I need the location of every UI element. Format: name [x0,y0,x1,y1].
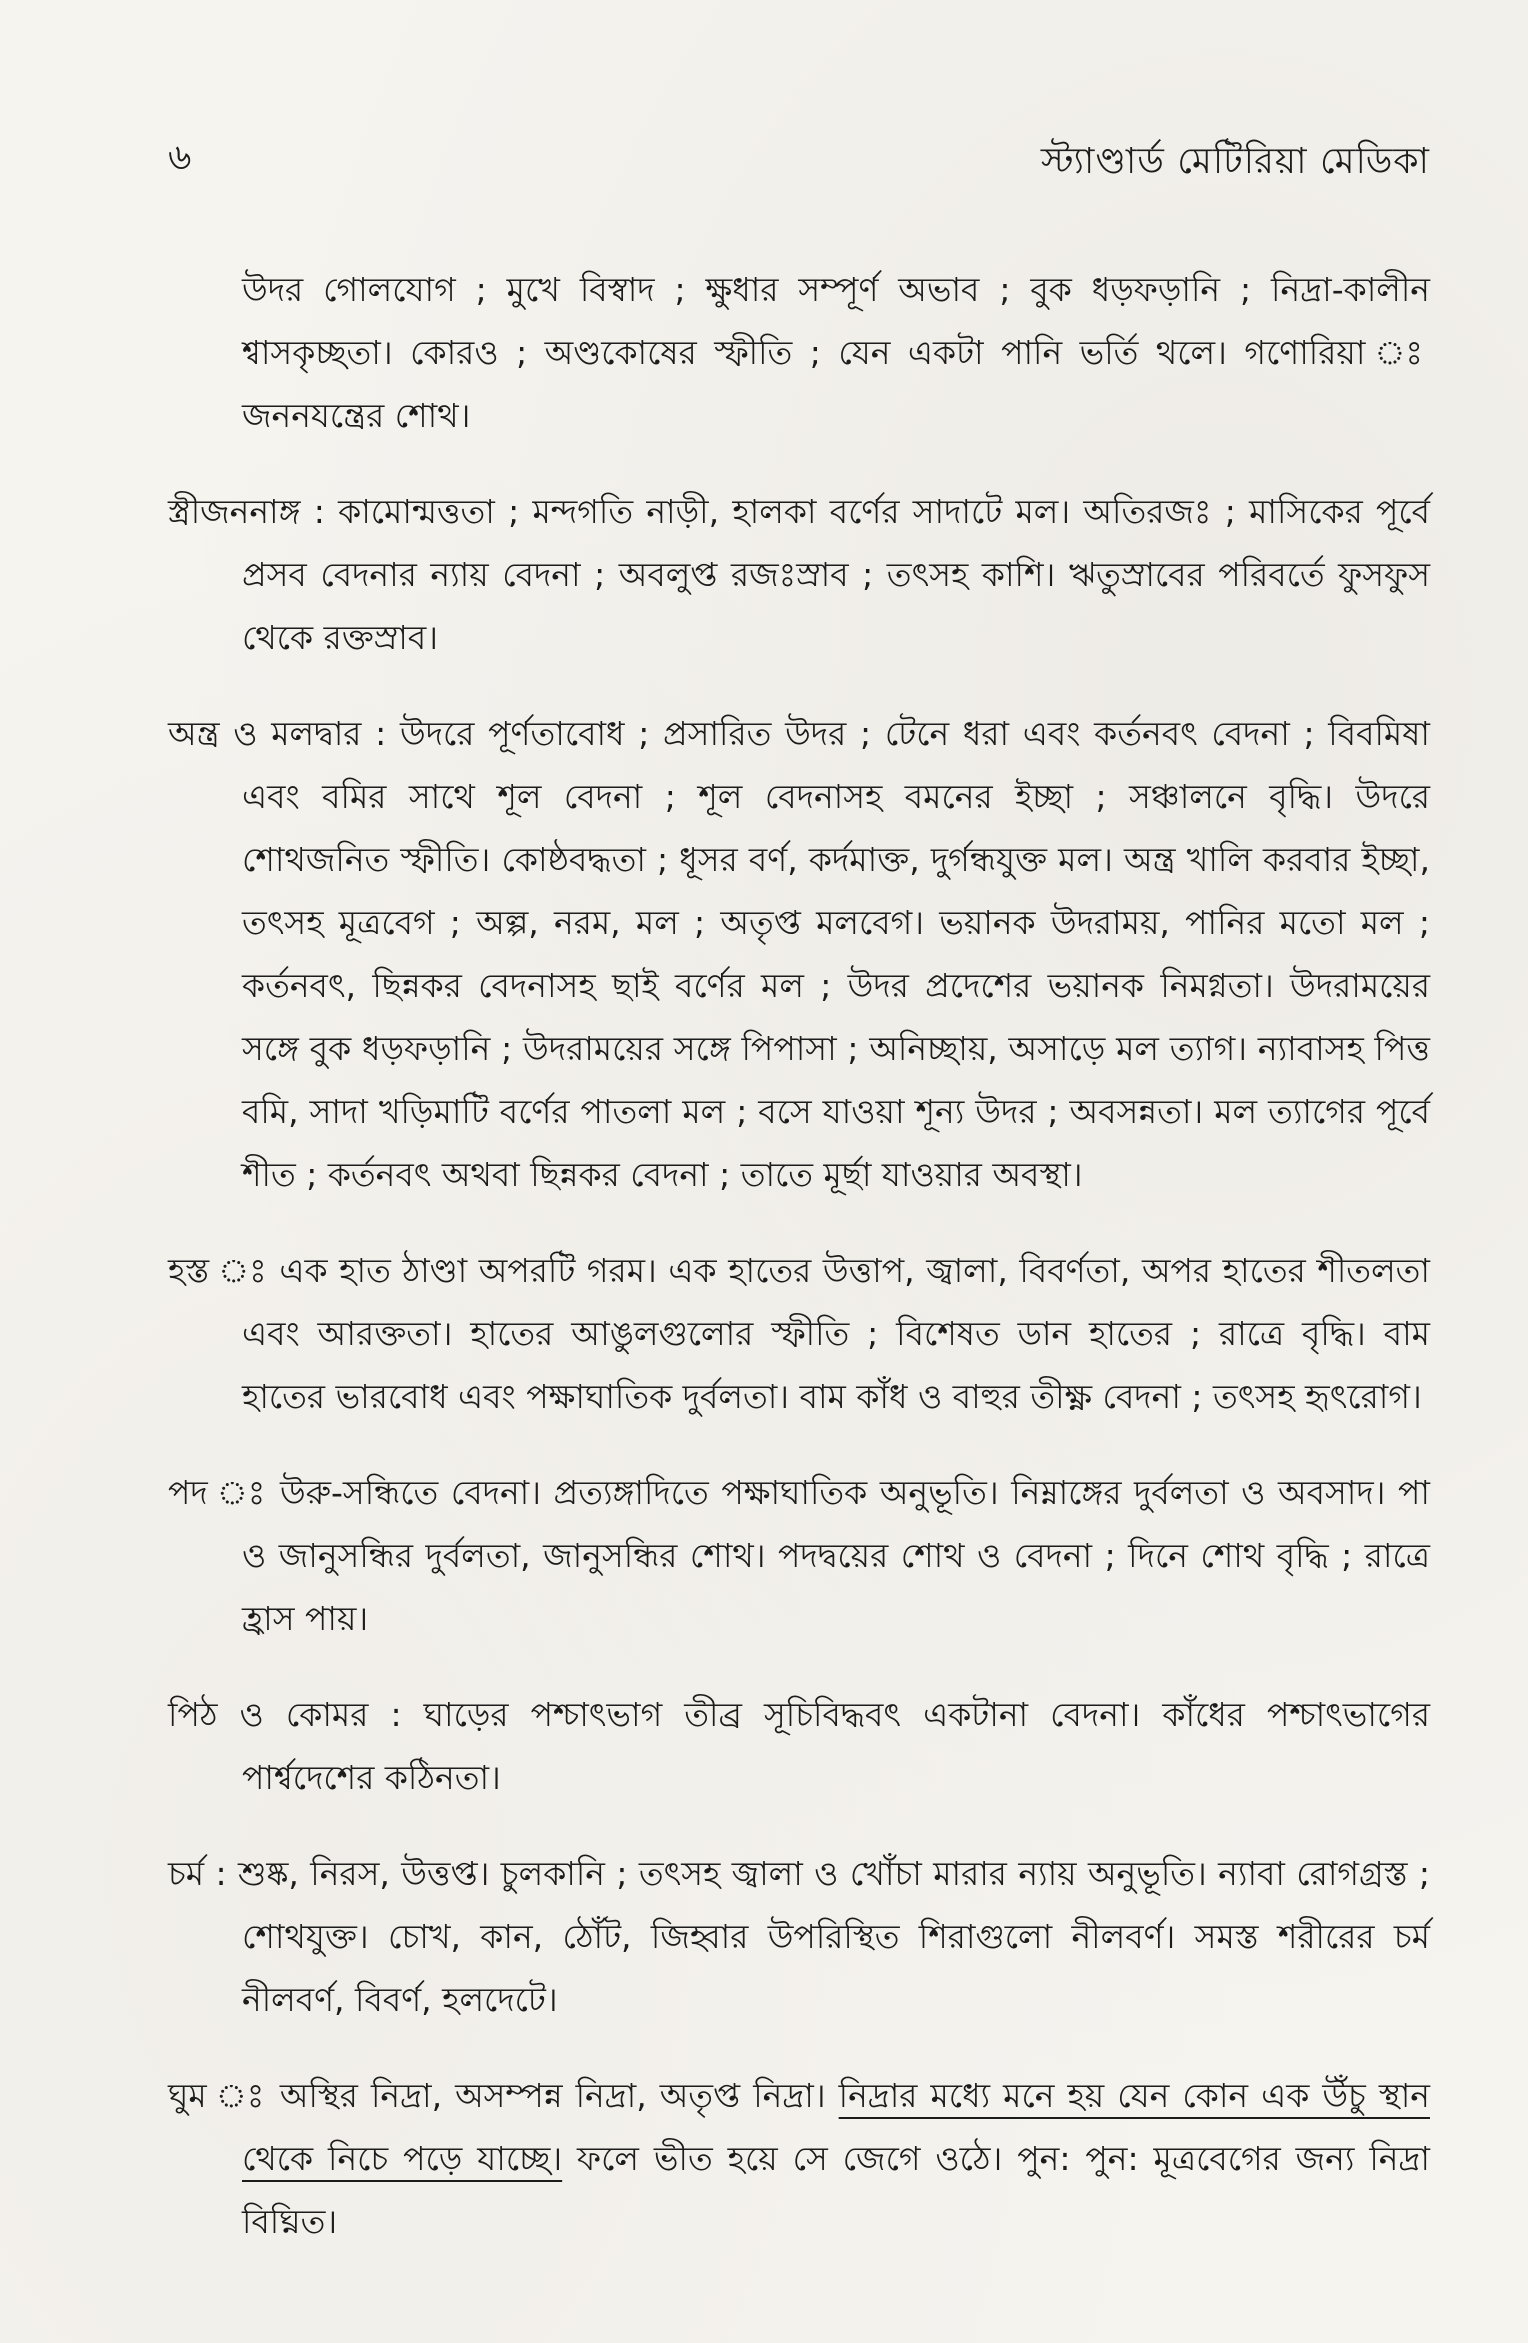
section-text: উরু-সন্ধিতে বেদনা। প্রত্যঙ্গাদিতে পক্ষাঘাতিক অনুভূতি। নিম্নাঙ্গের দুর্বলতা ও অবসাদ। পা ও জানুসন্ধির দুর্বলতা, জানুসন্ধির শোথ। পদদ্বয়ের শোথ ও বেদনা ; দিনে শোথ বৃদ্ধি ; রাত্রে হ্রাস পায়। [242,1473,1430,1638]
section-text: উদরে পূর্ণতাবোধ ; প্রসারিত উদর ; টেনে ধরা এবং কর্তনবৎ বেদনা ; বিবমিষা এবং বমির সাথে শূল বেদনা ; শূল বেদনাসহ বমনের ইচ্ছা ; সঞ্চালনে বৃদ্ধি। উদরে শোথজনিত স্ফীতি। কোষ্ঠবদ্ধতা ; ধূসর বর্ণ, কর্দমাক্ত, দুর্গন্ধযুক্ত মল। অন্ত্র খালি করবার ইচ্ছা, তৎসহ মূত্রবেগ ; অল্প, নরম, মল ; অতৃপ্ত মলবেগ। ভয়ানক উদরাময়, পানির মতো মল ; কর্তনবৎ, ছিন্নকর বেদনাসহ ছাই বর্ণের মল ; উদর প্রদেশের ভয়ানক নিমগ্নতা। উদরাময়ের সঙ্গে বুক ধড়ফড়ানি ; উদরাময়ের সঙ্গে পিপাসা ; অনিচ্ছায়, অসাড়ে মল ত্যাগ। ন্যাবাসহ পিত্ত বমি, সাদা খড়িমাটি বর্ণের পাতলা মল ; বসে যাওয়া শূন্য উদর ; অবসন্নতা। মল ত্যাগের পূর্বে শীত ; কর্তনবৎ অথবা ছিন্নকর বেদনা ; তাতে মূর্ছা যাওয়ার অবস্থা। [242,714,1430,1194]
section-heading: অন্ত্র ও মলদ্বার : [168,714,387,753]
running-title: স্ট্যাণ্ডার্ড মেটিরিয়া মেডিকা [1040,141,1430,182]
section-skin [168,1842,1430,2031]
section-sleep [168,2064,1430,2253]
section-legs [168,1461,1430,1650]
section-intestine-rectum [168,702,1430,1206]
section-continuation [168,258,1430,447]
section-text: কামোন্মত্ততা ; মন্দগতি নাড়ী, হালকা বর্ণের সাদাটে মল। অতিরজঃ ; মাসিকের পূর্বে প্রসব বেদনার ন্যায় বেদনা ; অবলুপ্ত রজঃস্রাব ; তৎসহ কাশি। ঋতুস্রাবের পরিবর্তে ফুসফুস থেকে রক্তস্রাব। [242,492,1431,657]
section-heading: চর্ম : [168,1854,227,1893]
section-text: অস্থির নিদ্রা, অসম্পন্ন নিদ্রা, অতৃপ্ত নিদ্রা। [279,2076,839,2115]
section-text: উদর গোলযোগ ; মুখে বিস্বাদ ; ক্ষুধার সম্পূর্ণ অভাব ; বুক ধড়ফড়ানি ; নিদ্রা-কালীন শ্বাসকৃচ্ছতা। কোরও ; অণ্ডকোষের স্ফীতি ; যেন একটা পানি ভর্তি থলে। গণোরিয়া ঃ জননযন্ত্রের শোথ। [242,270,1430,435]
section-hands [168,1239,1430,1428]
page-number: ৬ [168,137,192,178]
page-body [168,225,1430,2275]
section-text: ফলে ভীত হয়ে সে জেগে ওঠে। পুন: পুন: মূত্রবেগের জন্য নিদ্রা বিঘ্নিত। [242,2139,1430,2241]
section-text: শুষ্ক, নিরস, উত্তপ্ত। চুলকানি ; তৎসহ জ্বালা ও খোঁচা মারার ন্যায় অনুভূতি। ন্যাবা রোগগ্রস্ত ; শোথযুক্ত। চোখ, কান, ঠোঁট, জিহ্বার উপরিস্থিত শিরাগুলো নীলবর্ণ। সমস্ত শরীরের চর্ম নীলবর্ণ, বিবর্ণ, হলদেটে। [237,1854,1430,2019]
section-heading: ঘুম ঃ [168,2076,267,2115]
section-heading: পিঠ ও কোমর : [168,1695,402,1734]
section-heading: হস্ত ঃ [168,1251,268,1290]
section-female-genitals [168,480,1430,669]
section-heading: স্ত্রীজননাঙ্গ : [168,492,325,531]
section-back-waist [168,1683,1430,1809]
section-text: ঘাড়ের পশ্চাৎভাগ তীব্র সূচিবিদ্ধবৎ একটানা বেদনা। কাঁধের পশ্চাৎভাগের পার্শ্বদেশের কঠিনতা। [242,1695,1430,1797]
page-header [168,120,1430,180]
section-heading: পদ ঃ [168,1473,268,1512]
underlined-text: নিদ্রার মধ্যে মনে হয় যেন কোন এক উঁচু স্থান থেকে নিচে পড়ে যাচ্ছে। [242,2076,1430,2178]
section-text: এক হাত ঠাণ্ডা অপরটি গরম। এক হাতের উত্তাপ, জ্বালা, বিবর্ণতা, অপর হাতের শীতলতা এবং আরক্ততা। হাতের আঙুলগুলোর স্ফীতি ; বিশেষত ডান হাতের ; রাত্রে বৃদ্ধি। বাম হাতের ভারবোধ এবং পক্ষাঘাতিক দুর্বলতা। বাম কাঁধ ও বাহুর তীক্ষ্ণ বেদনা ; তৎসহ হৃৎরোগ। [242,1251,1430,1416]
